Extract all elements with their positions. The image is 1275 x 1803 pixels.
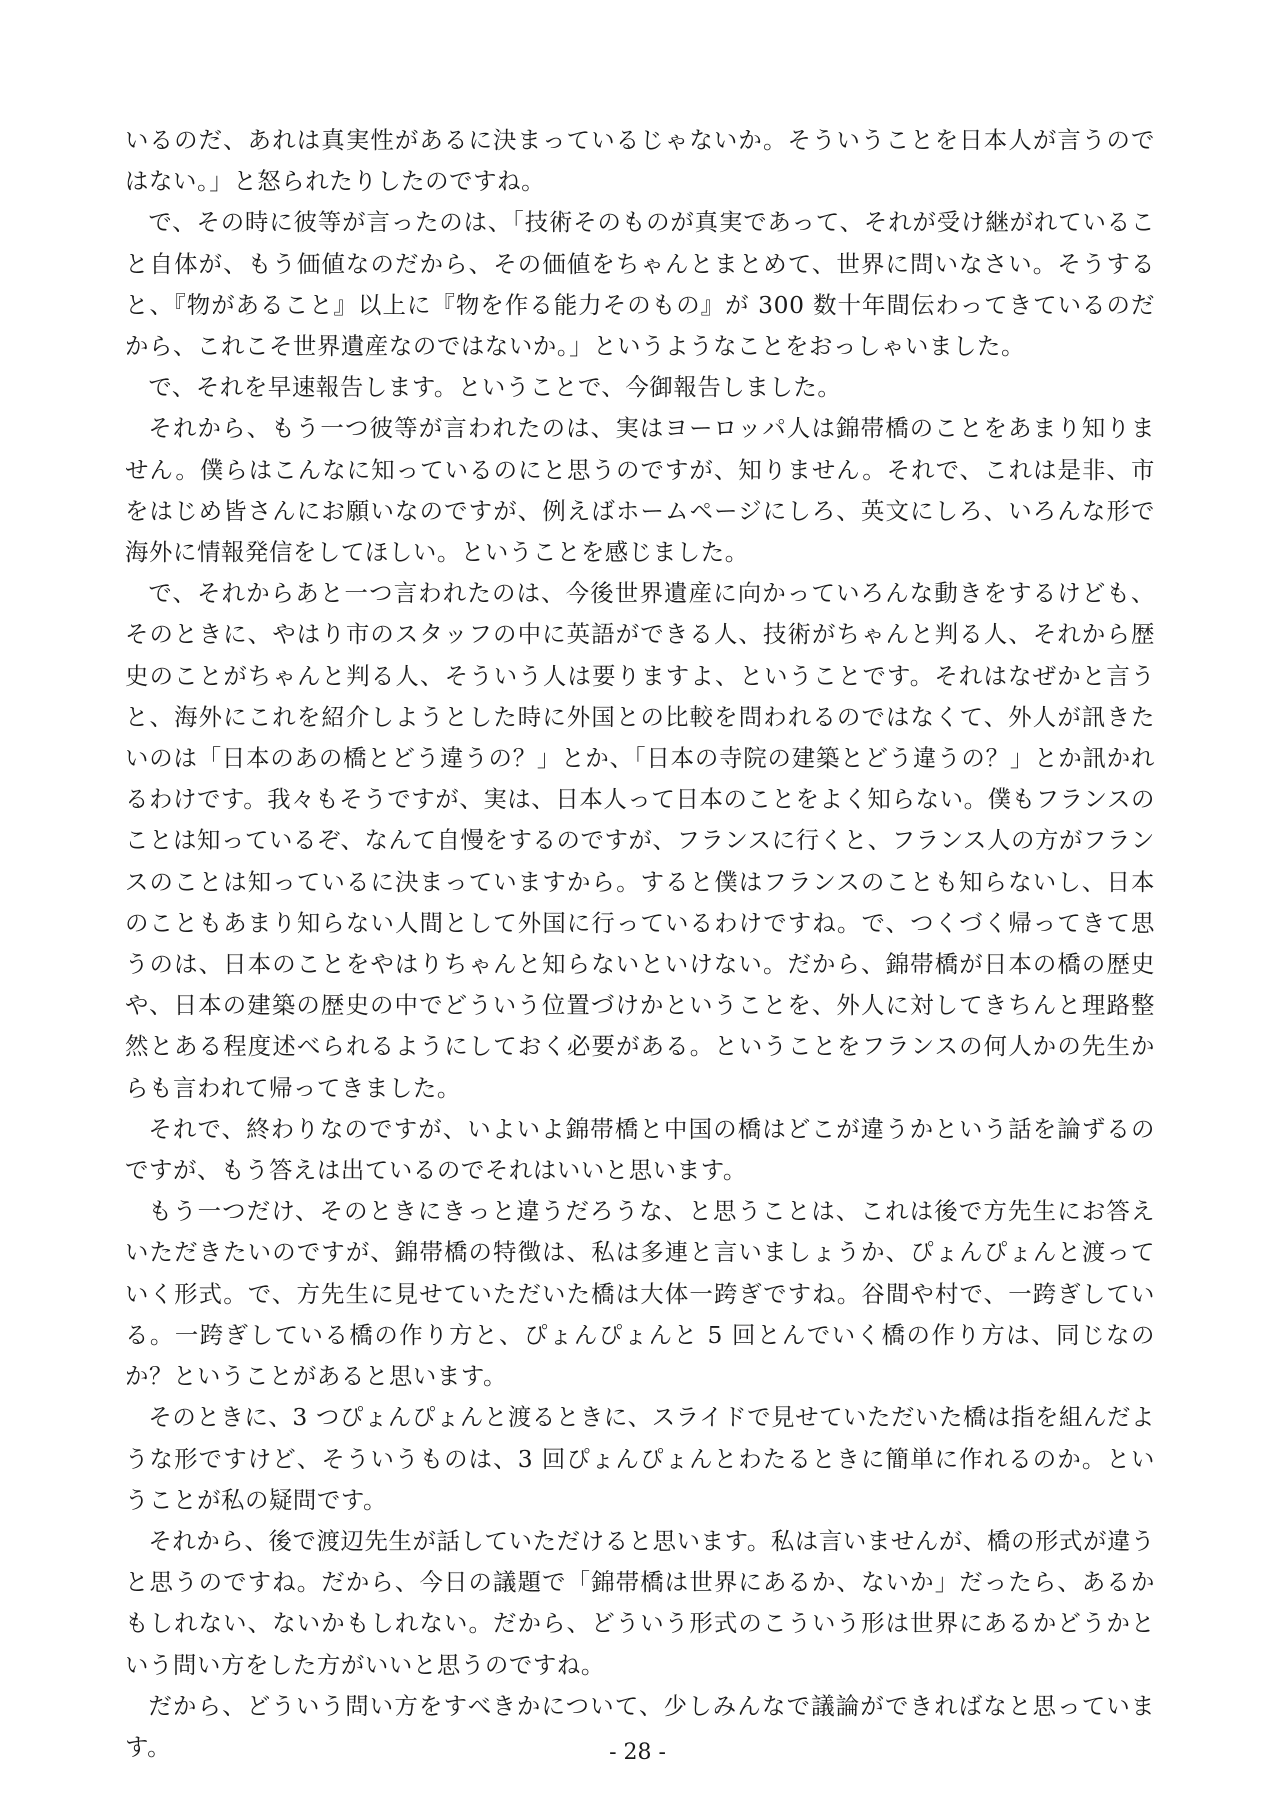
paragraph: それから、後で渡辺先生が話していただけると思います。私は言いませんが、橋の形式が違うと思うのですね。だから、今日の議題で「錦帯橋は世界にあるか、ないか」だったら、あるかもしれない、ないかもしれない。だから、どういう形式のこういう形は世界にあるかどうかという問い方をした方がいいと思うのですね。 xyxy=(125,1526,1155,1679)
page-number: - 28 - xyxy=(609,1740,666,1765)
document-body xyxy=(125,120,1155,1768)
paragraph: それから、もう一つ彼等が言われたのは、実はヨーロッパ人は錦帯橋のことをあまり知りません。僕らはこんなに知っているのにと思うのですが、知りません。それで、これは是非、市をはじめ皆さんにお願いなのですが、例えばホームページにしろ、英文にしろ、いろんな形で海外に情報発信をしてほしい。ということを感じました。 xyxy=(125,414,1155,567)
paragraph: そのときに、3 つぴょんぴょんと渡るときに、スライドで見せていただいた橋は指を組んだような形ですけど、そういうものは、3 回ぴょんぴょんとわたるときに簡単に作れるのか。ということが私の疑問です。 xyxy=(125,1403,1155,1514)
paragraph: もう一つだけ、そのときにきっと違うだろうな、と思うことは、これは後で方先生にお答えいただきたいのですが、錦帯橋の特徴は、私は多連と言いましょうか、ぴょんぴょんと渡っていく形式。で、方先生に見せていただいた橋は大体一跨ぎですね。谷間や村で、一跨ぎしている。一跨ぎしている橋の作り方と、ぴょんぴょんと 5 回とんでいく橋の作り方は、同じなのか？ということがあると思います。 xyxy=(125,1197,1155,1391)
paragraph: いるのだ、あれは真実性があるに決まっているじゃないか。そういうことを日本人が言うのではない。」と怒られたりしたのですね。 xyxy=(125,126,1155,196)
paragraph: で、その時に彼等が言ったのは、「技術そのものが真実であって、それが受け継がれていること自体が、もう価値なのだから、その価値をちゃんとまとめて、世界に問いなさい。そうすると、『物があること』以上に『物を作る能力そのもの』が 300 数十年間伝わってきているのだから、これこそ世界遺産なのではないか。」というようなことをおっしゃいました。 xyxy=(125,208,1155,361)
paragraph: で、それを早速報告します。ということで、今御報告しました。 xyxy=(148,373,842,402)
paragraph: だから、どういう問い方をすべきかについて、少しみんなで議論ができればなと思っています。 xyxy=(125,1691,1155,1761)
paragraph: それで、終わりなのですが、いよいよ錦帯橋と中国の橋はどこが違うかという話を論ずるのですが、もう答えは出ているのでそれはいいと思います。 xyxy=(125,1114,1155,1185)
paragraph: で、それからあと一つ言われたのは、今後世界遺産に向かっていろんな動きをするけども、そのときに、やはり市のスタッフの中に英語ができる人、技術がちゃんと判る人、それから歴史のことがちゃんと判る人、そういう人は要りますよ、ということです。それはなぜかと言うと、海外にこれを紹介しようとした時に外国との比較を問われるのではなくて、外人が訊きたいのは「日本のあの橋とどう違うの？」とか、「日本の寺院の建築とどう違うの？」とか訊かれるわけです。我々もそうですが、実は、日本人って日本のことをよく知らない。僕もフランスのことは知っているぞ、なんて自慢をするのですが、フランスに行くと、フランス人の方がフランスのことは知っているに決まっていますから。すると僕はフランスのことも知らないし、日本のこともあまり知らない人間として外国に行っているわけですね。で、つくづく帰ってきて思うのは、日本のことをやはりちゃんと知らないといけない。だから、錦帯橋が日本の橋の歴史や、日本の建築の歴史の中でどういう位置づけかということを、外人に対してきちんと理路整然とある程度述べられるようにしておく必要がある。ということをフランスの何人かの先生からも言われて帰ってきました。 xyxy=(125,579,1155,1102)
